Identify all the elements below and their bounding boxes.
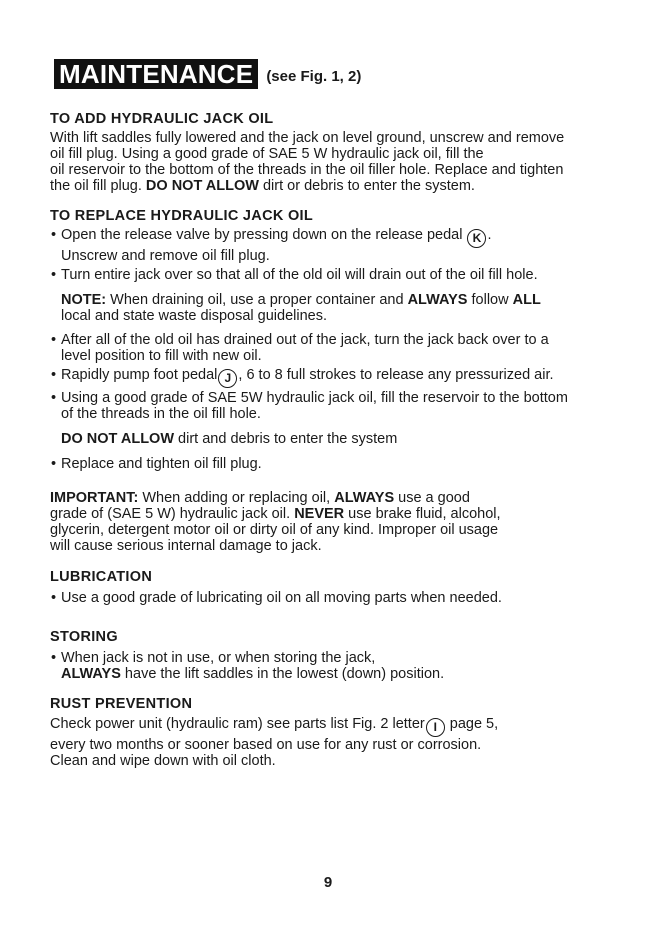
add-oil-line-3: oil reservoir to the bottom of the threads in the oil filler hole. Replace and tighten xyxy=(50,162,564,178)
important-section xyxy=(50,490,640,554)
storing-section xyxy=(50,628,640,682)
replace-step-turn-back-2: level position to fill with new oil. xyxy=(61,348,262,364)
add-oil-line-1: With lift saddles fully lowered and the jack on level ground, unscrew and remove xyxy=(50,130,565,146)
lubrication-step: • Use a good grade of lubricating oil on all moving parts when needed. xyxy=(50,590,640,606)
title-row xyxy=(54,58,640,90)
rust-line-2: every two months or sooner based on use for any rust or corrosion. xyxy=(50,737,482,753)
do-not-allow-bold: DO NOT ALLOW xyxy=(61,431,175,447)
important-text-1: When adding or replacing oil, xyxy=(138,490,335,506)
replace-step-release-valve xyxy=(50,227,640,248)
replace-step-unscrew-plug: Unscrew and remove oil fill plug. xyxy=(61,248,270,264)
do-not-allow-rest: dirt and debris to enter the system xyxy=(174,431,398,447)
replace-step-pump-pedal xyxy=(50,367,640,388)
replace-step-fill-reservoir: • Using a good grade of SAE 5W hydraulic jack oil, fill the reservoir to the bottom xyxy=(50,390,640,406)
page-number: 9 xyxy=(323,874,333,891)
lubrication-heading: LUBRICATION xyxy=(50,569,153,585)
letter-k-callout-icon: K xyxy=(467,229,486,248)
figure-reference: (see Fig. 1, 2) xyxy=(266,67,362,85)
note-all: ALL xyxy=(512,292,541,308)
letter-j-callout-icon: J xyxy=(218,369,237,388)
storing-step-2 xyxy=(50,666,640,682)
add-oil-line-2: oil fill plug. Using a good grade of SAE 5 W hydraulic jack oil, fill the xyxy=(50,146,484,162)
storing-step: • When jack is not in use, or when storing the jack, xyxy=(50,650,640,666)
rust-line-1-end: page 5, xyxy=(445,716,499,732)
pump-pedal-text: Rapidly pump foot pedal xyxy=(61,367,218,383)
add-oil-heading: TO ADD HYDRAULIC JACK OIL xyxy=(50,111,274,127)
add-oil-section xyxy=(50,110,640,194)
rust-line-1-text: Check power unit (hydraulic ram) see parts list Fig. 2 letter xyxy=(50,716,425,732)
storing-heading: STORING xyxy=(50,629,118,645)
add-oil-line-4 xyxy=(50,178,640,194)
add-oil-line-4-text: the oil fill plug. xyxy=(50,178,146,194)
important-l2-b: use brake fluid, alcohol, xyxy=(344,506,501,522)
disposal-note-line-2: local and state waste disposal guidelines. xyxy=(61,308,327,324)
note-text-2: follow xyxy=(467,292,513,308)
replace-step-fill-reservoir-2: of the threads in the oil fill hole. xyxy=(61,406,261,422)
important-label: IMPORTANT: xyxy=(50,490,139,506)
manual-page xyxy=(50,58,640,769)
section-title: MAINTENANCE xyxy=(54,59,258,89)
rust-line-1 xyxy=(50,716,640,737)
important-line-4: will cause serious internal damage to jack. xyxy=(50,538,322,554)
important-line-3: glycerin, detergent motor oil or dirty oil of any kind. Improper oil usage xyxy=(50,522,499,538)
important-l2-a: grade of (SAE 5 W) hydraulic jack oil. xyxy=(50,506,295,522)
replace-oil-heading: TO REPLACE HYDRAULIC JACK OIL xyxy=(50,208,314,224)
storing-text: have the lift saddles in the lowest (down) position. xyxy=(120,666,445,682)
rust-section xyxy=(50,695,640,769)
do-not-allow-line xyxy=(50,431,640,447)
pump-pedal-end: , 6 to 8 full strokes to release any pressurized air. xyxy=(238,367,554,383)
release-valve-text: Open the release valve by pressing down on the release pedal xyxy=(61,227,463,243)
do-not-allow-warning: DO NOT ALLOW xyxy=(145,178,259,194)
important-text-2: use a good xyxy=(394,490,470,506)
note-text-1: When draining oil, use a proper container and xyxy=(106,292,408,308)
replace-oil-section xyxy=(50,207,640,472)
rust-line-3: Clean and wipe down with oil cloth. xyxy=(50,753,276,769)
lubrication-section xyxy=(50,568,640,606)
release-valve-period: . xyxy=(487,227,492,243)
replace-step-tighten-plug: • Replace and tighten oil fill plug. xyxy=(50,456,640,472)
rust-heading: RUST PREVENTION xyxy=(50,696,193,712)
note-always: ALWAYS xyxy=(407,292,468,308)
important-line-2 xyxy=(50,506,640,522)
important-line-1 xyxy=(50,490,640,506)
add-oil-line-4-end: dirt or debris to enter the system. xyxy=(258,178,475,194)
replace-step-turn-jack: • Turn entire jack over so that all of the old oil will drain out of the oil fill hole. xyxy=(50,267,640,283)
note-label: NOTE: xyxy=(61,292,107,308)
disposal-note xyxy=(50,292,640,308)
storing-always: ALWAYS xyxy=(61,666,121,682)
replace-step-turn-back: • After all of the old oil has drained out of the jack, turn the jack back over to a xyxy=(50,332,640,348)
important-never: NEVER xyxy=(294,506,345,522)
letter-i-callout-icon: I xyxy=(426,718,445,737)
important-always: ALWAYS xyxy=(334,490,395,506)
